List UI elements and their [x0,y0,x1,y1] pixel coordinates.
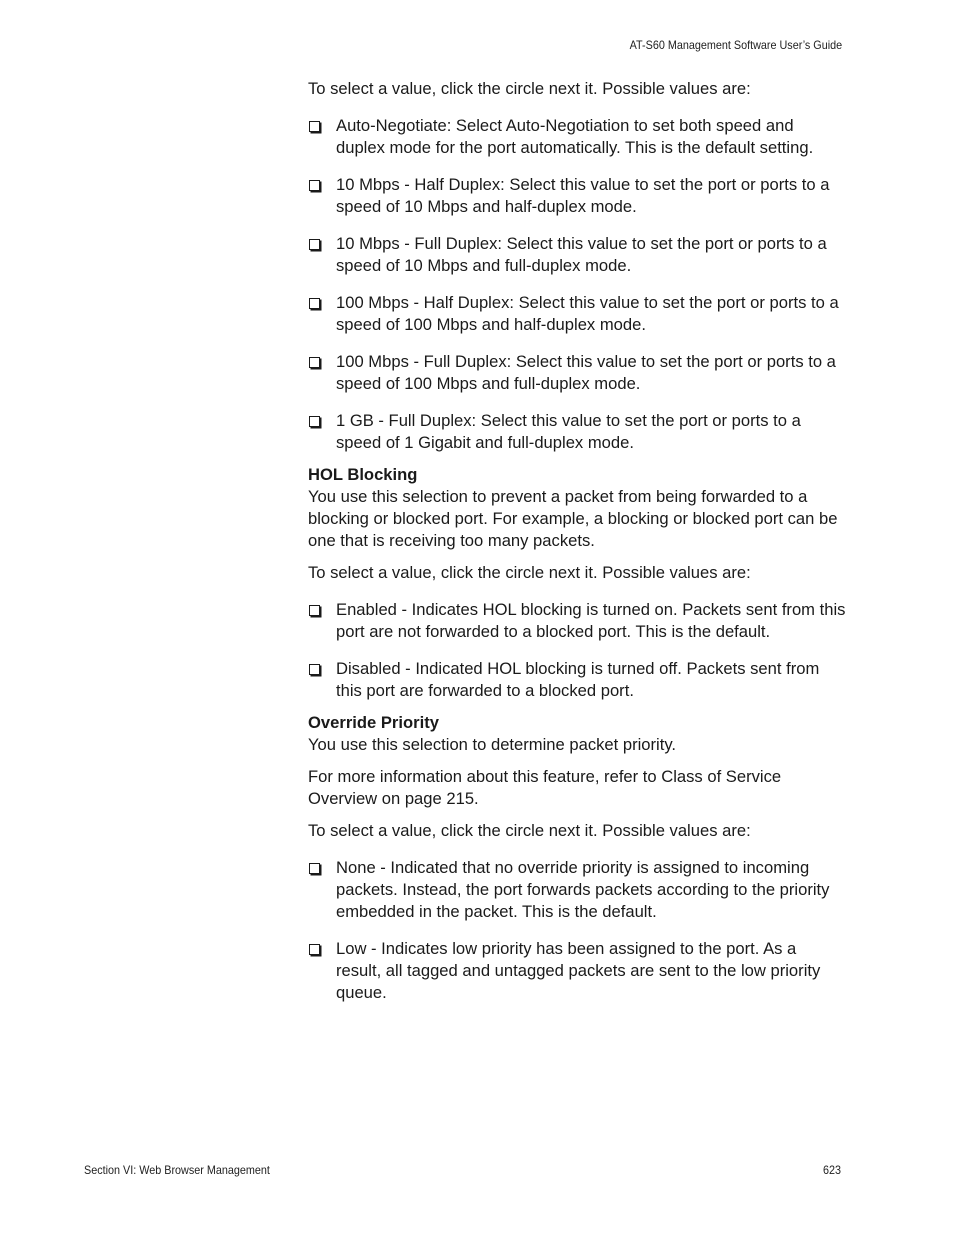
checkbox-bullet-icon [309,605,320,616]
hol-select-instruction: To select a value, click the circle next it. Possible values are: [308,563,751,582]
override-priority-description: You use this selection to determine packet priority. [308,735,677,754]
list-item: 1 GB - Full Duplex: Select this value to set the port or ports to a speed of 1 Gigabit and full-duplex mode. [308,410,846,454]
checkbox-bullet-icon [309,944,320,955]
speed-options-list [308,115,846,454]
list-item: Low - Indicates low priority has been assigned to the port. As a result, all tagged and untagged packets are sent to the low priority queue. [308,938,846,1004]
page-body [308,78,846,1014]
checkbox-bullet-icon [309,664,320,675]
override-options-list [308,857,846,1004]
override-select-instruction: To select a value, click the circle next it. Possible values are: [308,821,751,840]
list-item: 10 Mbps - Full Duplex: Select this value to set the port or ports to a speed of 10 Mbps and full-duplex mode. [308,233,846,277]
checkbox-bullet-icon [309,357,320,368]
checkbox-bullet-icon [309,180,320,191]
hol-blocking-description: You use this selection to prevent a packet from being forwarded to a blocking or blocked port. For example, a blocking or blocked port can be one that is receiving too many packets. [308,487,838,550]
hol-options-list [308,599,846,702]
list-item: Enabled - Indicates HOL blocking is turned on. Packets sent from this port are not forwarded to a blocked port. This is the default. [308,599,846,643]
page-number: 623 [822,1163,841,1177]
checkbox-bullet-icon [309,863,320,874]
checkbox-bullet-icon [309,121,320,132]
list-item: None - Indicated that no override priority is assigned to incoming packets. Instead, the port forwards packets according to the priority embedded in the packet. This is the default. [308,857,846,923]
checkbox-bullet-icon [309,416,320,427]
list-item: Disabled - Indicated HOL blocking is turned off. Packets sent from this port are forwarded to a blocked port. [308,658,846,702]
list-item: Auto-Negotiate: Select Auto-Negotiation to set both speed and duplex mode for the port automatically. This is the default setting. [308,115,846,159]
list-item: 100 Mbps - Half Duplex: Select this value to set the port or ports to a speed of 100 Mbps and half-duplex mode. [308,292,846,336]
checkbox-bullet-icon [309,239,320,250]
list-item: 100 Mbps - Full Duplex: Select this value to set the port or ports to a speed of 100 Mbps and full-duplex mode. [308,351,846,395]
list-item: 10 Mbps - Half Duplex: Select this value to set the port or ports to a speed of 10 Mbps and half-duplex mode. [308,174,846,218]
override-priority-heading: Override Priority [308,713,439,732]
running-header: AT-S60 Management Software User’s Guide [629,38,842,52]
checkbox-bullet-icon [309,298,320,309]
hol-blocking-heading: HOL Blocking [308,465,418,484]
override-more-info: For more information about this feature, refer to Class of Service Overview on page 215. [308,767,782,808]
speed-select-instruction: To select a value, click the circle next it. Possible values are: [308,79,751,98]
footer-section-title: Section VI: Web Browser Management [84,1163,270,1177]
